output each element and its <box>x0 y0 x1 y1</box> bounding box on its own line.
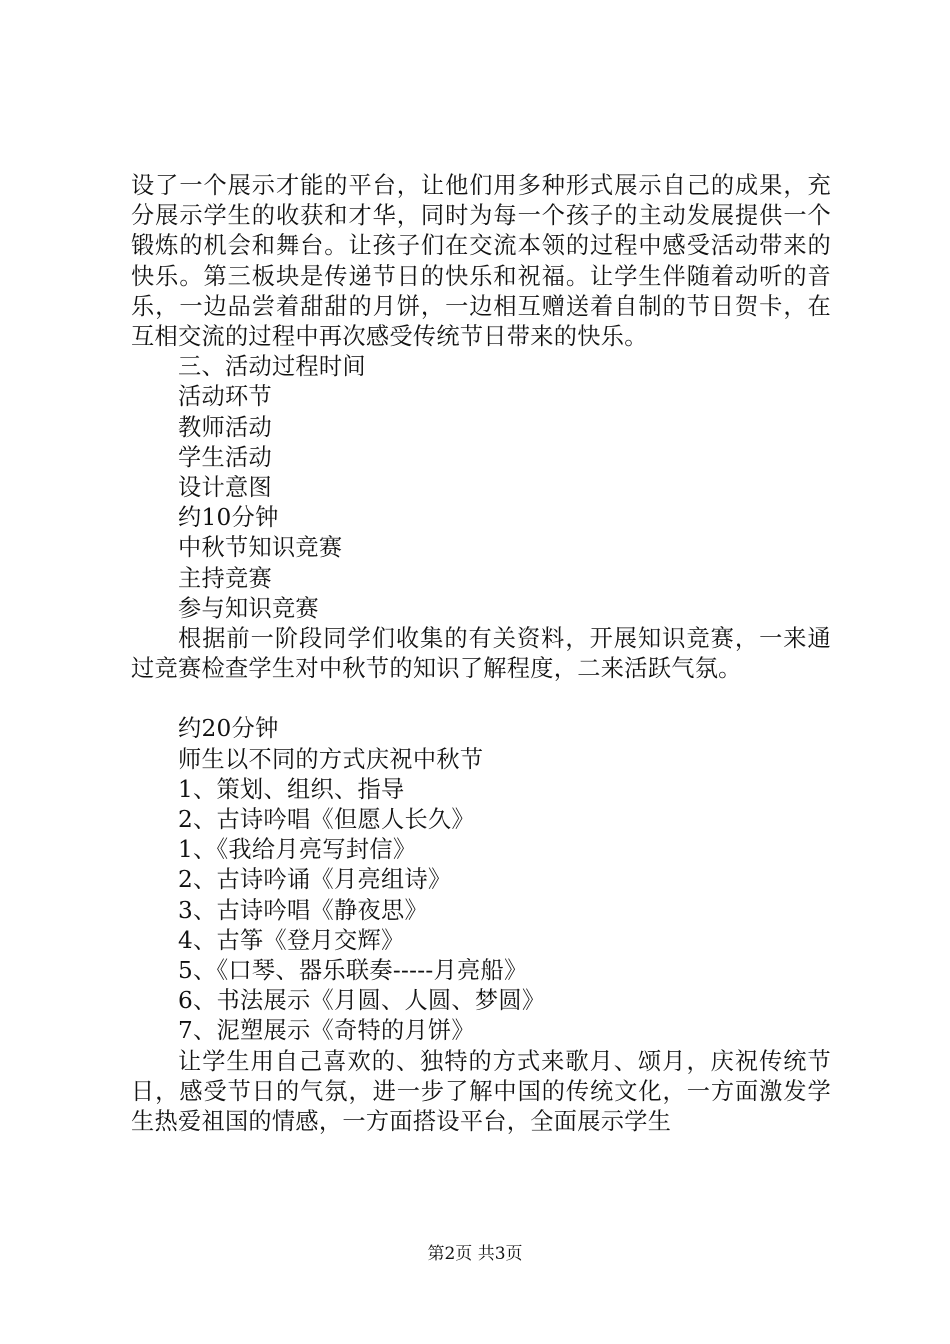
part1-time: 约10分钟 <box>178 504 279 532</box>
part1-activity: 中秋节知识竞赛 <box>178 534 343 562</box>
table-header-student: 学生活动 <box>178 443 272 471</box>
part2-time: 约20分钟 <box>178 715 279 743</box>
part2-teacher-item: 2、古诗吟唱《但愿人长久》 <box>178 806 475 834</box>
table-header-teacher: 教师活动 <box>178 413 272 441</box>
part2-student-item: 3、古诗吟唱《静夜思》 <box>178 896 428 924</box>
part2-student-item: 2、古诗吟诵《月亮组诗》 <box>178 866 452 894</box>
part1-intent: 根据前一阶段同学们收集的有关资料，开展知识竞赛，一来通过竞赛检查学生对中秋节的知识了解程度，二来活跃气氛。 <box>131 625 831 683</box>
part2-student-item: 5、《口琴、器乐联奏-----月亮船》 <box>178 957 528 985</box>
section-heading: 三、活动过程时间 <box>178 353 366 381</box>
intro-paragraph: 设了一个展示才能的平台，让他们用多种形式展示自己的成果，充分展示学生的收获和才华，同时为每一个孩子的主动发展提供一个锻炼的机会和舞台。让孩子们在交流本领的过程中感受活动带来的快乐。第三板块是传递节日的快乐和祝福。让学生伴随着动听的音乐，一边品尝着甜甜的月饼，一边相互赠送着自制的节日贺卡，在互相交流的过程中再次感受传统节日带来的快乐。 <box>131 172 831 351</box>
part2-student-item: 1、《我给月亮写封信》 <box>178 836 417 864</box>
part1-student: 参与知识竞赛 <box>178 594 319 622</box>
document-body <box>131 171 831 1137</box>
part2-student-item: 6、书法展示《月圆、人圆、梦圆》 <box>178 987 546 1015</box>
part2-intent: 让学生用自己喜欢的、独特的方式来歌月、颂月，庆祝传统节日，感受节日的气氛，进一步了解中国的传统文化，一方面激发学生热爱祖国的情感，一方面搭设平台，全面展示学生 <box>131 1047 831 1136</box>
spacer <box>131 684 831 714</box>
table-header-activity: 活动环节 <box>178 383 272 411</box>
part2-teacher-item: 1、策划、组织、指导 <box>178 775 405 803</box>
page-footer: 第2页 共3页 <box>427 1244 523 1264</box>
part2-activity: 师生以不同的方式庆祝中秋节 <box>178 745 484 773</box>
part1-teacher: 主持竞赛 <box>178 564 272 592</box>
table-header-intent: 设计意图 <box>178 474 272 502</box>
part2-student-item: 7、泥塑展示《奇特的月饼》 <box>178 1017 475 1045</box>
part2-student-item: 4、古筝《登月交辉》 <box>178 926 405 954</box>
